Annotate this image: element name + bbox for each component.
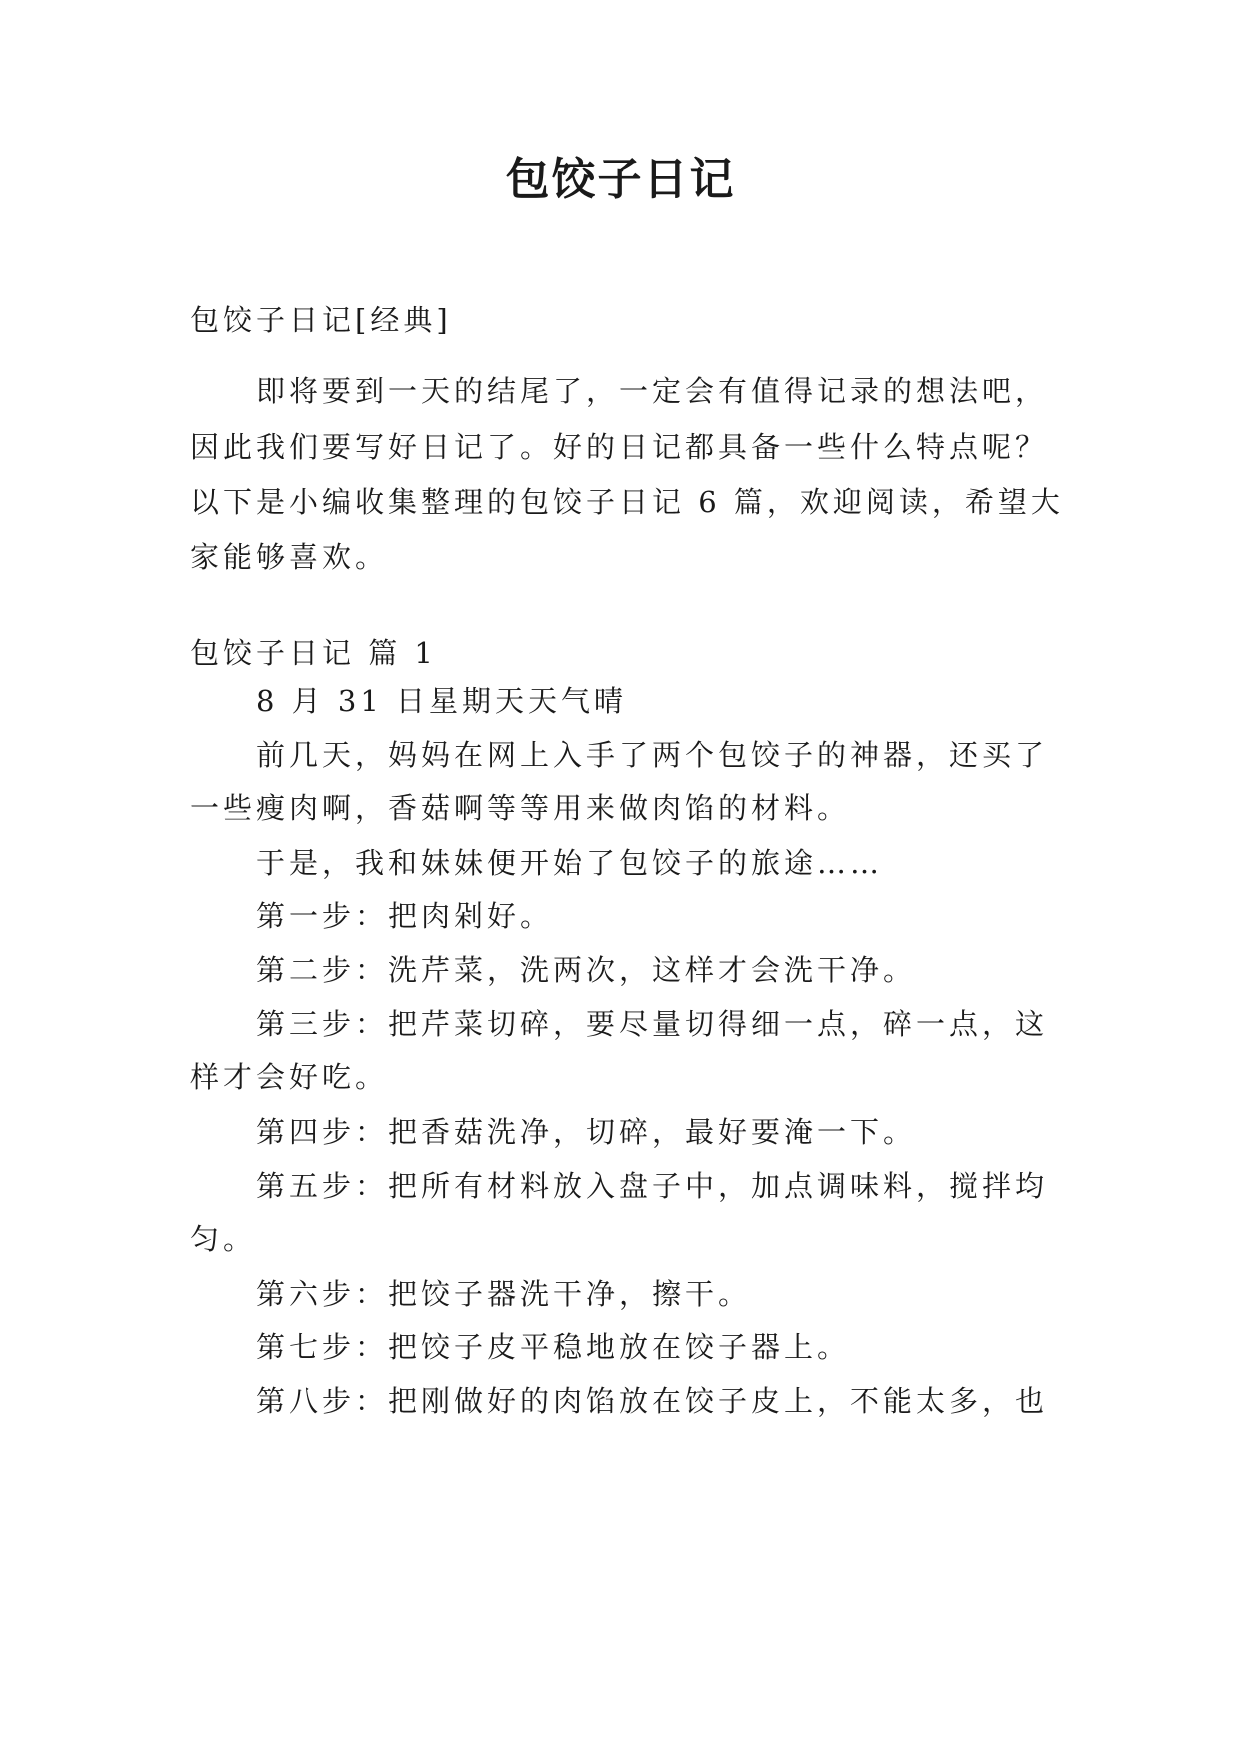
- body-line: 样才会好吃。: [190, 1060, 389, 1094]
- body-line: 一些瘦肉啊，香菇啊等等用来做肉馅的材料。: [190, 791, 851, 825]
- body-line: 第三步：把芹菜切碎，要尽量切得细一点，碎一点，这: [256, 1007, 1049, 1041]
- intro-line: 家能够喜欢。: [190, 540, 389, 574]
- section-heading: 包饺子日记 篇 1: [190, 636, 437, 670]
- body-line: 于是，我和妹妹便开始了包饺子的旅途……: [256, 846, 884, 880]
- body-line: 第一步：把肉剁好。: [256, 899, 554, 933]
- body-line: 第四步：把香菇洗净，切碎，最好要淹一下。: [256, 1115, 917, 1149]
- body-line: 第八步：把刚做好的肉馅放在饺子皮上，不能太多，也: [256, 1384, 1049, 1418]
- body-line: 前几天，妈妈在网上入手了两个包饺子的神器，还买了: [256, 738, 1049, 772]
- document-subtitle: 包饺子日记[经典]: [190, 303, 452, 337]
- intro-line: 因此我们要写好日记了。好的日记都具备一些什么特点呢？: [190, 430, 1049, 464]
- body-line: 匀。: [190, 1222, 257, 1256]
- document-title: 包饺子日记: [505, 154, 736, 205]
- body-line: 第七步：把饺子皮平稳地放在饺子器上。: [256, 1330, 851, 1364]
- body-line: 8 月 31 日星期天天气晴: [256, 684, 628, 718]
- intro-line: 以下是小编收集整理的包饺子日记 6 篇，欢迎阅读，希望大: [190, 485, 1064, 519]
- body-line: 第二步：洗芹菜，洗两次，这样才会洗干净。: [256, 953, 917, 987]
- body-line: 第五步：把所有材料放入盘子中，加点调味料，搅拌均: [256, 1169, 1049, 1203]
- body-line: 第六步：把饺子器洗干净，擦干。: [256, 1277, 752, 1311]
- intro-line: 即将要到一天的结尾了，一定会有值得记录的想法吧，: [256, 374, 1049, 408]
